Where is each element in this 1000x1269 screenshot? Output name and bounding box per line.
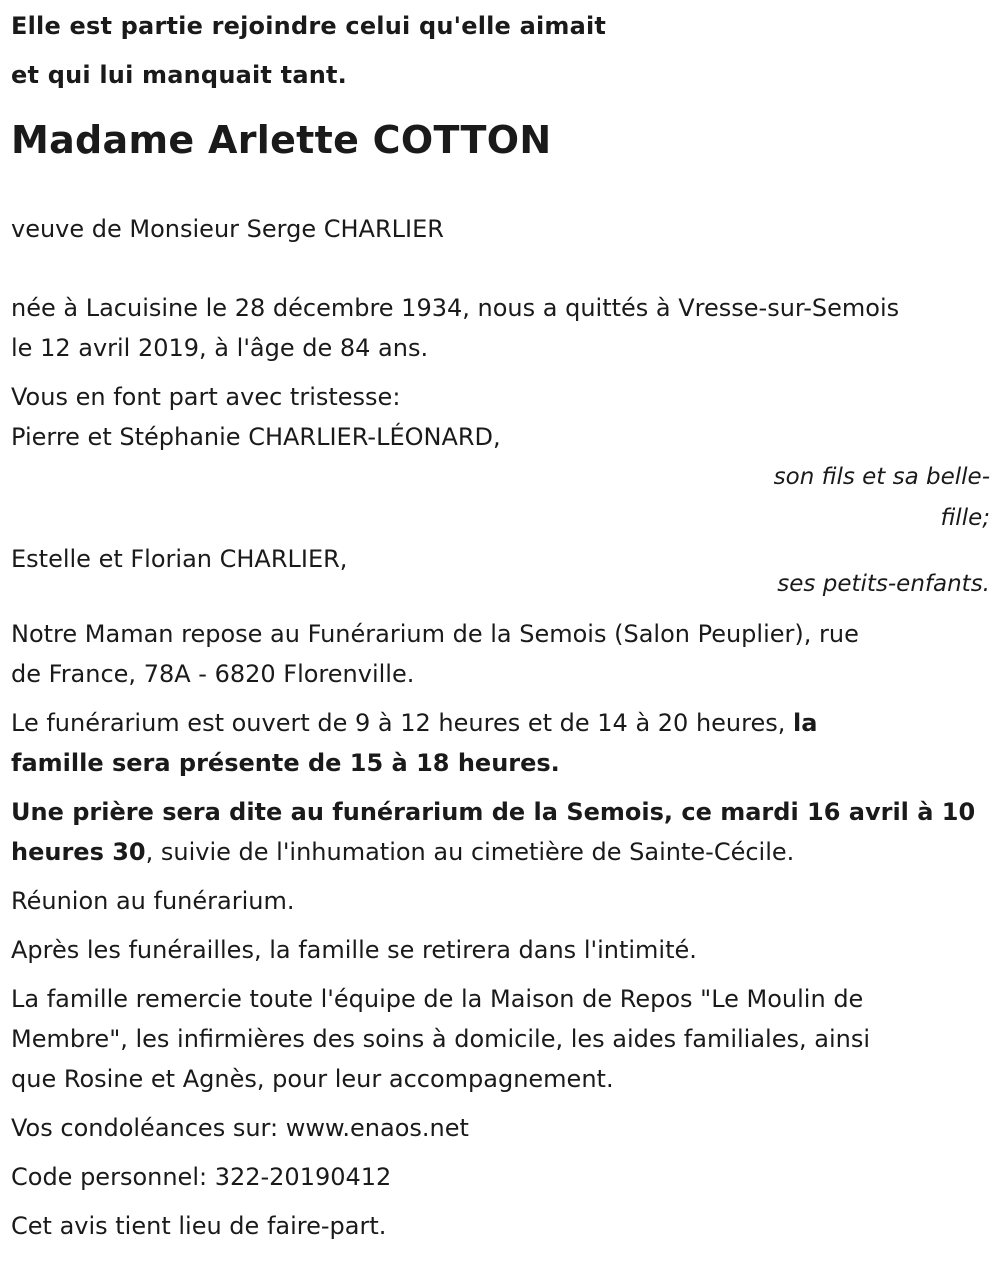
- family-1-name: Pierre et Stéphanie CHARLIER-LÉONARD,: [11, 423, 501, 451]
- rest-line-1: Notre Maman repose au Funérarium de la Semois (Salon Peuplier), rue: [11, 620, 859, 648]
- announce-intro: Vous en font part avec tristesse:: [11, 383, 401, 411]
- prayer-bold-line-1: Une prière sera dite au funérarium de la Semois, ce mardi 16 avril à 10: [11, 798, 976, 826]
- obituary-notice: [0, 2, 1000, 1269]
- notice-line: Cet avis tient lieu de faire-part.: [11, 1212, 387, 1240]
- intro-line-2: et qui lui manquait tant.: [11, 61, 347, 89]
- intro-line-1: Elle est partie rejoindre celui qu'elle aimait: [11, 12, 607, 40]
- hours-normal-text: Le funérarium est ouvert de 9 à 12 heures et de 14 à 20 heures,: [11, 709, 794, 737]
- prayer-bold-time: heures 30: [11, 838, 146, 866]
- announce-section: [11, 377, 990, 457]
- prayer-normal-text: , suivie de l'inhumation au cimetière de Sainte-Cécile.: [145, 838, 795, 866]
- birth-line-2: le 12 avril 2019, à l'âge de 84 ans.: [11, 334, 429, 362]
- rest-paragraph: [11, 614, 990, 694]
- intro-quote: [11, 2, 990, 100]
- deceased-name: Madame Arlette COTTON: [11, 118, 552, 162]
- family-2-name: Estelle et Florian CHARLIER,: [11, 545, 348, 573]
- birth-paragraph: [11, 288, 990, 368]
- prayer-paragraph: [11, 792, 990, 872]
- after-line: Après les funérailles, la famille se retirera dans l'intimité.: [11, 936, 697, 964]
- hours-line-1: [11, 703, 990, 743]
- thanks-line-2: Membre", les infirmières des soins à domicile, les aides familiales, ainsi: [11, 1025, 871, 1053]
- prayer-line-2: [11, 832, 990, 872]
- widow-line: veuve de Monsieur Serge CHARLIER: [11, 215, 444, 243]
- family-1-role: son fils et sa belle-fille;: [773, 464, 990, 531]
- condolences-line: Vos condoléances sur: www.enaos.net: [11, 1114, 469, 1142]
- family-2-role: ses petits-enfants.: [777, 571, 990, 597]
- reunion-line: Réunion au funérarium.: [11, 887, 295, 915]
- thanks-paragraph: [11, 979, 990, 1099]
- rest-line-2: de France, 78A - 6820 Florenville.: [11, 660, 415, 688]
- birth-line-1: née à Lacuisine le 28 décembre 1934, nous a quittés à Vresse-sur-Semois: [11, 294, 900, 322]
- hours-paragraph: [11, 703, 990, 783]
- hours-bold-line: famille sera présente de 15 à 18 heures.: [11, 749, 560, 777]
- personal-code: Code personnel: 322-20190412: [11, 1163, 392, 1191]
- thanks-line-3: que Rosine et Agnès, pour leur accompagnement.: [11, 1065, 614, 1093]
- thanks-line-1: La famille remercie toute l'équipe de la Maison de Repos "Le Moulin de: [11, 985, 864, 1013]
- hours-bold-start: la: [793, 709, 818, 737]
